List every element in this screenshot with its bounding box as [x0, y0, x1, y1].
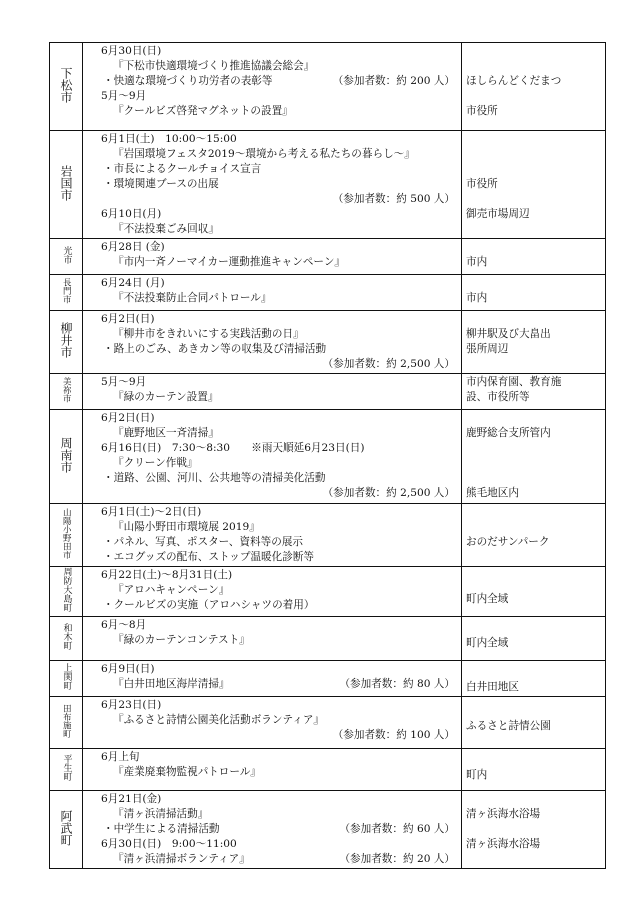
event-line: [89, 426, 457, 441]
city-cell: [50, 239, 83, 275]
event-cell: [83, 311, 462, 374]
event-cell: [83, 749, 462, 791]
event-cell: [83, 43, 462, 131]
city-name: 長門市: [61, 277, 72, 304]
event-text: ・快適な環境づくり功労者の表彰等: [103, 75, 273, 87]
city-cell: [50, 749, 83, 791]
event-text: ・道路、公園、河川、公共地等の清掃美化活動: [103, 472, 326, 484]
city-name: 柳井市: [59, 322, 73, 358]
event-text: 『ふるさと詩情公園美化活動ボランティア』: [113, 714, 325, 726]
event-cell: [83, 410, 462, 504]
event-cell: [83, 661, 462, 697]
table-row: [50, 697, 606, 749]
venue-text: 市内: [466, 256, 488, 268]
venue-cell: [462, 504, 606, 567]
venue-text: 熊毛地区内: [466, 487, 519, 499]
venue-text: 設、市役所等: [466, 391, 530, 403]
event-text: 『クリーン作戦』: [113, 457, 198, 469]
events-table: [49, 42, 606, 869]
event-line: [89, 240, 457, 255]
event-line: [89, 390, 457, 405]
table-row: [50, 567, 606, 617]
venue-text: 町内全域: [466, 637, 509, 649]
table-row: [50, 311, 606, 374]
venue-text: ふるさと詩情公園: [466, 720, 551, 732]
venue-cell: [462, 131, 606, 239]
city-name: 周南市: [59, 436, 73, 473]
event-line: [89, 89, 457, 104]
event-line: [89, 505, 457, 520]
event-text: 6月23日(日): [101, 699, 162, 711]
event-line: [89, 147, 457, 162]
venue-cell: [462, 697, 606, 749]
city-cell: [50, 275, 83, 311]
event-text: 『クールビズ啓発マグネットの設置』: [113, 105, 293, 117]
event-line: [89, 618, 457, 633]
event-line: [89, 44, 457, 59]
event-text: 6月16日(日) 7:30～8:30 ※雨天順延6月23日(日): [101, 442, 365, 454]
city-name: 上関町: [61, 663, 72, 690]
event-line: [89, 750, 457, 765]
event-text: 6月21日(金): [101, 793, 162, 805]
table-row: [50, 791, 606, 869]
venue-text: 鹿野総合支所管内: [466, 427, 551, 439]
event-line: [89, 822, 457, 837]
participant-note: （参加者数：約 80 人）: [339, 678, 455, 690]
event-line: [89, 662, 457, 677]
event-text: 『緑のカーテン設置』: [113, 391, 219, 403]
event-line: [89, 375, 457, 390]
event-line: [89, 486, 457, 501]
event-line: [89, 207, 457, 222]
event-text: 『下松市快適環境づくり推進協議会総会』: [113, 60, 315, 72]
venue-cell: [462, 661, 606, 697]
event-text: 6月2日(日): [101, 313, 155, 325]
event-line: [89, 535, 457, 550]
event-cell: [83, 504, 462, 567]
participant-note: （参加者数：約 20 人）: [339, 853, 455, 865]
table-row: [50, 131, 606, 239]
event-cell: [83, 567, 462, 617]
table-row: [50, 275, 606, 311]
event-line: [89, 74, 457, 89]
event-line: [89, 411, 457, 426]
event-text: 6月22日(土)～8月31日(土): [101, 569, 233, 581]
venue-cell: [462, 43, 606, 131]
venue-text: 白井田地区: [466, 681, 519, 693]
city-cell: [50, 410, 83, 504]
city-name: 下松市: [59, 66, 73, 103]
venue-text: 町内全域: [466, 593, 509, 605]
event-line: [89, 568, 457, 583]
event-line: [89, 192, 457, 207]
event-text: 6月30日(日) 9:00～11:00: [101, 838, 237, 850]
event-text: ・クールビズの実施（アロハシャツの着用）: [103, 599, 315, 611]
venue-text: 市内保育園、教育施: [466, 376, 562, 388]
event-text: 『不法投棄防止合同パトロール』: [113, 292, 272, 304]
city-cell: [50, 791, 83, 869]
event-line: [89, 59, 457, 74]
city-cell: [50, 567, 83, 617]
event-line: [89, 765, 457, 780]
venue-cell: [462, 791, 606, 869]
event-text: 『清ヶ浜清掃活動』: [113, 808, 209, 820]
event-text: 『清ヶ浜清掃ボランティア』: [113, 853, 250, 865]
venue-text: 張所周辺: [466, 343, 509, 355]
event-text: 『産業廃棄物監視パトロール』: [113, 766, 261, 778]
table-row: [50, 239, 606, 275]
event-line: [89, 342, 457, 357]
venue-cell: [462, 275, 606, 311]
city-name: 美祢市: [61, 376, 72, 403]
participant-note: （参加者数：約 200 人）: [332, 75, 455, 87]
event-line: [89, 104, 457, 119]
event-line: [89, 837, 457, 852]
event-text: （参加者数：約 2,500 人）: [322, 487, 455, 499]
city-cell: [50, 697, 83, 749]
event-line: [89, 255, 457, 270]
venue-text: おのだサンパーク: [466, 536, 550, 548]
event-line: [89, 312, 457, 327]
event-line: [89, 583, 457, 598]
table-row: [50, 617, 606, 661]
event-line: [89, 357, 457, 372]
participant-note: （参加者数：約 60 人）: [339, 823, 455, 835]
city-cell: [50, 311, 83, 374]
event-text: ・市長によるクールチョイス宣言: [103, 163, 262, 175]
event-line: [89, 598, 457, 613]
venue-text: ほしらんどくだまつ: [466, 75, 562, 87]
event-text: 6月9日(日): [101, 663, 155, 675]
event-cell: [83, 617, 462, 661]
event-text: ・環境関連ブースの出展: [103, 178, 219, 190]
event-text: （参加者数：約 500 人）: [332, 193, 455, 205]
event-line: [89, 852, 457, 867]
event-line: [89, 713, 457, 728]
event-line: [89, 456, 457, 471]
table-row: [50, 661, 606, 697]
venue-cell: [462, 374, 606, 410]
event-text: 6月1日(土)～2日(日): [101, 506, 202, 518]
event-line: [89, 132, 457, 147]
event-text: 6月2日(日): [101, 412, 155, 424]
event-line: [89, 550, 457, 565]
event-text: 6月1日(土) 10:00～15:00: [101, 133, 237, 145]
event-line: [89, 291, 457, 306]
venue-text: 町内: [466, 769, 488, 781]
event-text: 5月～9月: [101, 90, 147, 102]
venue-text: 柳井駅及び大畠出: [466, 328, 551, 340]
city-name: 山陽小野田市: [61, 507, 72, 559]
event-text: 『白井田地区海岸清掃』: [113, 678, 230, 690]
event-cell: [83, 239, 462, 275]
event-text: （参加者数：約 2,500 人）: [322, 358, 455, 370]
table-row: [50, 374, 606, 410]
event-text: 6月上旬: [101, 751, 140, 763]
event-text: ・エコグッズの配布、ストップ温暖化診断等: [103, 551, 315, 563]
event-text: 『柳井市をきれいにする実践活動の日』: [113, 328, 304, 340]
city-cell: [50, 504, 83, 567]
event-line: [89, 441, 457, 456]
event-line: [89, 633, 457, 648]
event-text: 『不法投棄ごみ回収』: [113, 223, 219, 235]
event-line: [89, 728, 457, 743]
venue-text: 市内: [466, 292, 488, 304]
event-text: 6月28日 (金): [101, 241, 165, 253]
city-cell: [50, 661, 83, 697]
event-line: [89, 792, 457, 807]
city-cell: [50, 374, 83, 410]
event-text: 『岩国環境フェスタ2019～環境から考える私たちの暮らし～』: [113, 148, 415, 160]
event-cell: [83, 791, 462, 869]
venue-cell: [462, 567, 606, 617]
venue-cell: [462, 749, 606, 791]
city-cell: [50, 131, 83, 239]
event-cell: [83, 275, 462, 311]
event-line: [89, 698, 457, 713]
venue-cell: [462, 617, 606, 661]
event-text: 5月～9月: [101, 376, 147, 388]
venue-cell: [462, 239, 606, 275]
event-text: ・路上のごみ、あきカン等の収集及び清掃活動: [103, 343, 327, 355]
event-line: [89, 276, 457, 291]
city-name: 阿武町: [59, 809, 73, 846]
event-text: 『アロハキャンペーン』: [113, 584, 230, 596]
city-name: 岩国市: [59, 164, 73, 201]
venue-text: 清ヶ浜海水浴場: [466, 838, 541, 850]
event-line: [89, 162, 457, 177]
event-line: [89, 471, 457, 486]
venue-text: 市役所: [466, 178, 498, 190]
event-text: ・パネル、写真、ポスター、資料等の展示: [103, 536, 304, 548]
venue-text: 御売市場周辺: [466, 208, 530, 220]
event-text: 6月30日(日): [101, 45, 162, 57]
event-line: [89, 177, 457, 192]
event-text: 『鹿野地区一斉清掃』: [113, 427, 219, 439]
event-text: 6月～8月: [101, 619, 147, 631]
event-text: 『山陽小野田市環境展 2019』: [113, 521, 260, 533]
city-name: 光市: [61, 245, 72, 264]
event-text: （参加者数：約 100 人）: [332, 729, 455, 741]
event-cell: [83, 131, 462, 239]
event-text: 『緑のカーテンコンテスト』: [113, 634, 250, 646]
city-cell: [50, 43, 83, 131]
event-text: 6月10日(月): [101, 208, 162, 220]
venue-text: 清ヶ浜海水浴場: [466, 808, 541, 820]
table-row: [50, 749, 606, 791]
event-text: ・中学生による清掃活動: [103, 823, 220, 835]
venue-text: 市役所: [466, 105, 498, 117]
events-table-body: [50, 43, 606, 869]
table-row: [50, 43, 606, 131]
event-text: 6月24日 (月): [101, 277, 165, 289]
city-cell: [50, 617, 83, 661]
event-line: [89, 222, 457, 237]
table-row: [50, 504, 606, 567]
event-line: [89, 520, 457, 535]
city-name: 周防大島町: [61, 567, 72, 612]
venue-cell: [462, 410, 606, 504]
event-cell: [83, 374, 462, 410]
city-name: 和木町: [61, 623, 72, 650]
event-cell: [83, 697, 462, 749]
venue-cell: [462, 311, 606, 374]
city-name: 田布施町: [61, 703, 72, 738]
event-line: [89, 677, 457, 692]
event-text: 『市内一斉ノーマイカー運動推進キャンペーン』: [113, 256, 346, 268]
event-line: [89, 807, 457, 822]
city-name: 平生町: [61, 754, 72, 781]
event-line: [89, 327, 457, 342]
table-row: [50, 410, 606, 504]
